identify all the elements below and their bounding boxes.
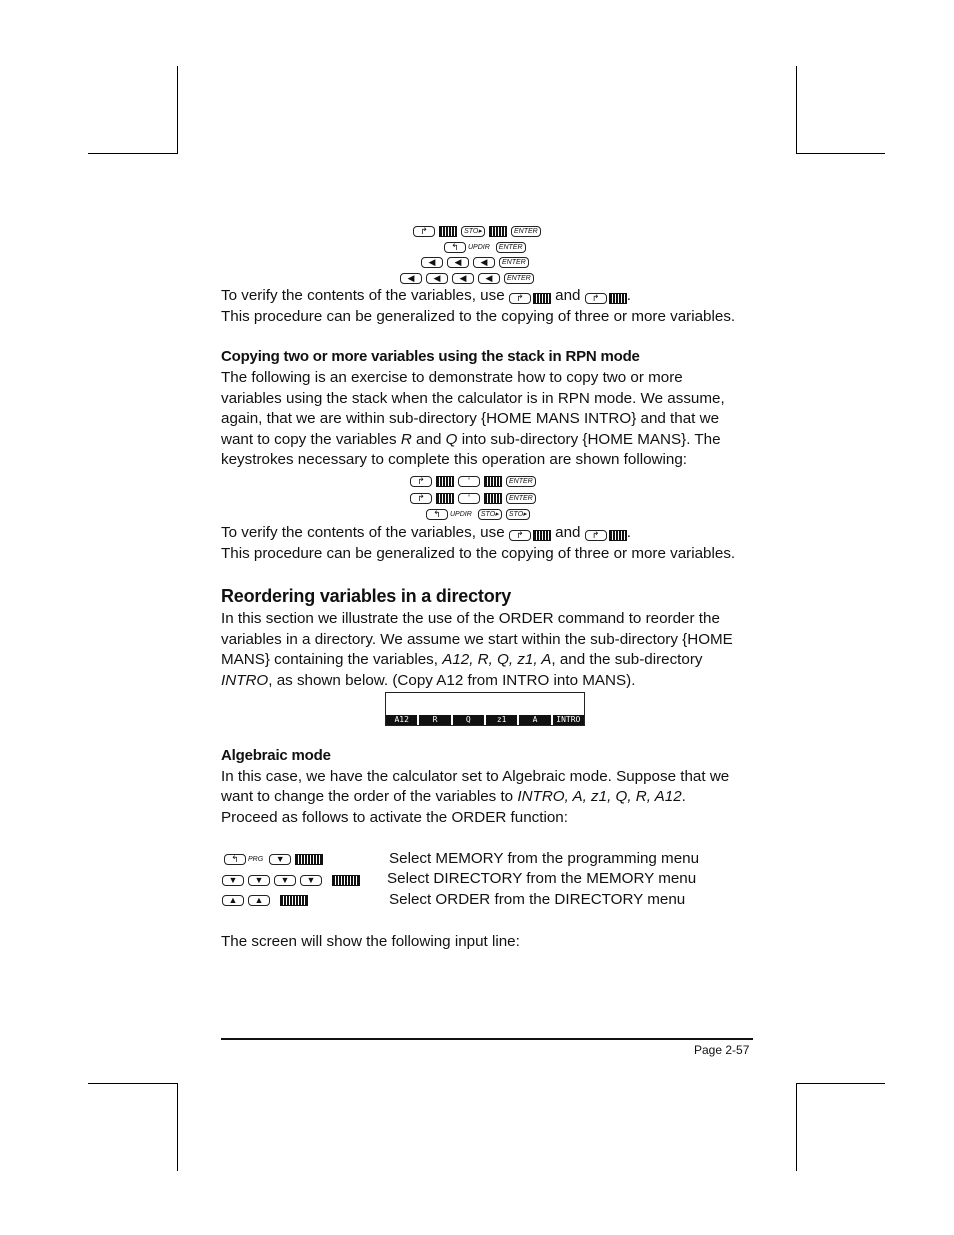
enter-key: ENTER <box>499 257 529 268</box>
paragraph-line <box>221 787 686 808</box>
paragraph-line <box>221 671 635 692</box>
keystroke-line <box>421 255 529 269</box>
text: . <box>626 287 631 304</box>
enter-key: ENTER <box>504 273 534 284</box>
calculator-screen <box>385 692 585 726</box>
enter-key: ENTER <box>496 242 526 253</box>
delete-key: ◀ <box>426 273 448 284</box>
crop-mark <box>797 153 885 154</box>
softkey-label: Q <box>453 715 484 725</box>
updir-label: UPDIR <box>450 510 472 518</box>
text: To verify the contents of the variables, use <box>221 287 505 304</box>
crop-mark <box>177 66 178 154</box>
softkey-icon <box>609 530 627 541</box>
right-shift-key: ↱ <box>509 530 531 541</box>
text: , as shown below. (Copy A12 from INTRO into MANS). <box>268 672 636 689</box>
paragraph-line: variables in a directory. We assume we start within the sub-directory {HOME <box>221 631 733 648</box>
paragraph-line: The following is an exercise to demonstrate how to copy two or more <box>221 369 683 386</box>
keystroke-inline <box>509 293 551 304</box>
section-heading: Reordering variables in a directory <box>221 586 512 606</box>
step-description: Select DIRECTORY from the MEMORY menu <box>387 870 697 887</box>
keystroke-inline <box>509 530 551 541</box>
paragraph-line: variables using the stack when the calculator is in RPN mode. We assume, <box>221 390 725 407</box>
softkey-label: A <box>519 715 550 725</box>
section-heading: Algebraic mode <box>221 747 331 764</box>
text: and <box>416 431 442 448</box>
paragraph-line: The screen will show the following input line: <box>221 933 520 950</box>
softkey-icon <box>484 476 502 487</box>
right-shift-key: ↱ <box>410 476 432 487</box>
softkey-icon <box>436 493 454 504</box>
up-arrow-key: ▲ <box>248 895 270 906</box>
text: . <box>626 524 631 541</box>
updir-label: UPDIR <box>468 243 490 251</box>
crop-mark <box>796 1083 885 1084</box>
sto-key: STO▸ <box>461 226 485 237</box>
keystroke-line <box>224 852 323 866</box>
variable-name: Q <box>445 431 458 448</box>
page-number: Page 2-57 <box>694 1043 750 1057</box>
crop-mark <box>88 1083 177 1084</box>
down-arrow-key: ▼ <box>274 875 296 886</box>
delete-key: ◀ <box>400 273 422 284</box>
enter-key: ENTER <box>506 493 536 504</box>
text: into sub-directory {HOME MANS}. The <box>461 431 721 448</box>
down-arrow-key: ▼ <box>269 854 291 865</box>
keystroke-line <box>426 507 530 521</box>
variable-name: INTRO <box>221 672 269 689</box>
right-shift-key: ↱ <box>413 226 435 237</box>
delete-key: ◀ <box>452 273 474 284</box>
enter-key: ENTER <box>506 476 536 487</box>
step-description: Select MEMORY from the programming menu <box>389 850 700 867</box>
delete-key: ◀ <box>478 273 500 284</box>
quote-key: ' <box>458 493 480 504</box>
softkey-icon <box>439 226 457 237</box>
keystroke-inline <box>585 293 627 304</box>
crop-mark <box>796 66 797 154</box>
paragraph-line: This procedure can be generalized to the copying of three or more variables. <box>221 545 736 562</box>
variable-name: R <box>400 431 412 448</box>
delete-key: ◀ <box>473 257 495 268</box>
prg-label: PRG <box>248 855 264 863</box>
softkey-icon <box>436 476 454 487</box>
softkey-icon <box>609 293 627 304</box>
step-description: Select ORDER from the DIRECTORY menu <box>389 891 686 908</box>
paragraph-line: Proceed as follows to activate the ORDER function: <box>221 809 568 826</box>
softkey-menu <box>386 715 584 725</box>
paragraph-line: again, that we are within sub-directory {HOME MANS INTRO} and that we <box>221 410 720 427</box>
text: MANS} containing the variables, <box>221 651 438 668</box>
left-shift-key: ↰ <box>224 854 246 865</box>
paragraph-line: keystrokes necessary to complete this operation are shown following: <box>221 451 687 468</box>
text: want to change the order of the variables to <box>221 788 514 805</box>
paragraph-line: In this case, we have the calculator set to Algebraic mode. Suppose that we <box>221 768 730 785</box>
text: and <box>555 287 581 304</box>
keystroke-line <box>444 240 526 254</box>
paragraph-line <box>221 286 631 307</box>
softkey-icon <box>489 226 507 237</box>
down-arrow-key: ▼ <box>248 875 270 886</box>
keystroke-line <box>413 224 541 238</box>
enter-key: ENTER <box>511 226 541 237</box>
variable-list: INTRO, A, z1, Q, R, A12 <box>517 788 682 805</box>
keystroke-inline <box>585 530 627 541</box>
keystroke-line <box>410 474 536 488</box>
paragraph-line: This procedure can be generalized to the copying of three or more variables. <box>221 308 736 325</box>
right-shift-key: ↱ <box>585 293 607 304</box>
text: and <box>555 524 581 541</box>
keystroke-line <box>222 873 360 887</box>
down-arrow-key: ▼ <box>300 875 322 886</box>
crop-mark <box>88 153 177 154</box>
softkey-icon <box>484 493 502 504</box>
right-shift-key: ↱ <box>585 530 607 541</box>
softkey-label: R <box>419 715 450 725</box>
down-arrow-key: ▼ <box>222 875 244 886</box>
paragraph-line <box>221 650 703 671</box>
quote-key: ' <box>458 476 480 487</box>
section-heading: Copying two or more variables using the stack in RPN mode <box>221 348 640 365</box>
keystroke-line <box>222 893 308 907</box>
paragraph-line <box>221 430 721 451</box>
paragraph-line: In this section we illustrate the use of the ORDER command to reorder the <box>221 610 720 627</box>
softkey-icon <box>533 530 551 541</box>
ok-softkey-icon <box>280 895 308 906</box>
left-shift-key: ↰ <box>444 242 466 253</box>
crop-mark <box>796 1083 797 1171</box>
text: want to copy the variables <box>221 431 397 448</box>
text: . <box>681 788 686 805</box>
text: , and the sub-directory <box>551 651 703 668</box>
keystroke-line <box>400 271 534 285</box>
ok-softkey-icon <box>332 875 360 886</box>
delete-key: ◀ <box>447 257 469 268</box>
ok-softkey-icon <box>295 854 323 865</box>
text: To verify the contents of the variables, use <box>221 524 505 541</box>
sto-key: STO▸ <box>506 509 530 520</box>
delete-key: ◀ <box>421 257 443 268</box>
softkey-icon <box>533 293 551 304</box>
softkey-label: INTRO <box>553 715 584 725</box>
keystroke-line <box>410 491 536 505</box>
softkey-label: z1 <box>486 715 517 725</box>
left-shift-key: ↰ <box>426 509 448 520</box>
right-shift-key: ↱ <box>410 493 432 504</box>
paragraph-line <box>221 523 631 544</box>
right-shift-key: ↱ <box>509 293 531 304</box>
crop-mark <box>177 1083 178 1171</box>
up-arrow-key: ▲ <box>222 895 244 906</box>
footer-rule <box>221 1038 753 1040</box>
sto-key: STO▸ <box>478 509 502 520</box>
variable-list: A12, R, Q, z1, A <box>442 651 552 668</box>
softkey-label: A12 <box>386 715 417 725</box>
